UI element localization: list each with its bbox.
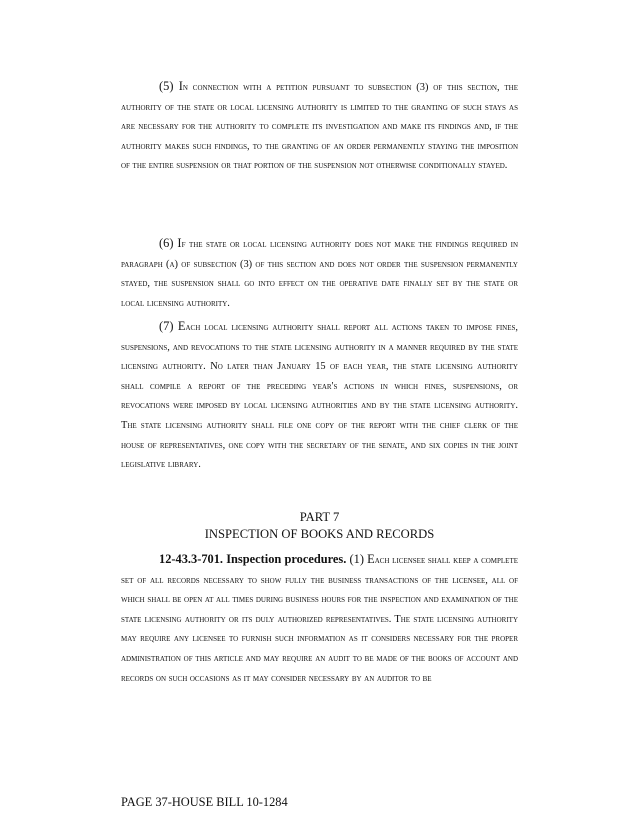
section-701-lead: (1) E [346,552,375,566]
section-701-title: 12-43.3-701. Inspection procedures. [159,552,347,566]
paragraph-7 [121,317,518,475]
paragraph-6-body: f the state or local licensing authority does not make the findings required in paragraph (a) of subsection (3) of this section and does not order the suspension permanently stayed, the suspension shall go into effect on the operative date finally set by the state or local licensing authority. [121,239,518,309]
paragraph-5-body: n connection with a petition pursuant to subsection (3) of this section, the authority of the state or local licensing authority is limited to the granting of such stays as are necessary for the authority to complete its investigation and make its findings and, if the authority makes such findings, to the granting of an order permanently staying the imposition of the entire suspension or that portion of the suspension not otherwise conditionally stayed. [121,82,519,172]
part-heading: PART 7 [299,510,340,524]
paragraph-7-body: ach local licensing authority shall report all actions taken to impose fines, suspensions, and revocations to the state licensing authority in a manner required by the state licensing authority. No later than January 15 of each year, the state licensing authority shall compile a report of the preceding year's actions in which fines, suspensions, or revocations were imposed by local licensing authorities and by the state licensing authority. The state licensing authority shall file one copy of the report with the chief clerk of the house of representatives, one copy with the secretary of the senate, and six copies in the joint legislative library. [121,322,518,471]
paragraph-5 [121,77,518,176]
section-701-body: ach licensee shall keep a complete set of all records necessary to show fully the business transactions of the licensee, all of which shall be open at all times during business hours for the inspection and examination of the state licensing authority or its duly authorized representatives. The state licensing authority may require any licensee to furnish such information as it considers necessary for the proper administration of this article and may require an audit to be made of the books of account and records on such occasions as it may consider necessary by an auditor to be [121,555,519,684]
page-footer: PAGE 37-HOUSE BILL 10-1284 [121,795,288,809]
paragraph-7-lead: (7) E [159,319,186,333]
paragraph-6-lead: (6) I [159,236,182,250]
paragraph-6 [121,234,518,313]
part-title: INSPECTION OF BOOKS AND RECORDS [204,527,435,541]
section-701 [121,550,518,688]
paragraph-5-lead: (5) I [159,79,183,93]
